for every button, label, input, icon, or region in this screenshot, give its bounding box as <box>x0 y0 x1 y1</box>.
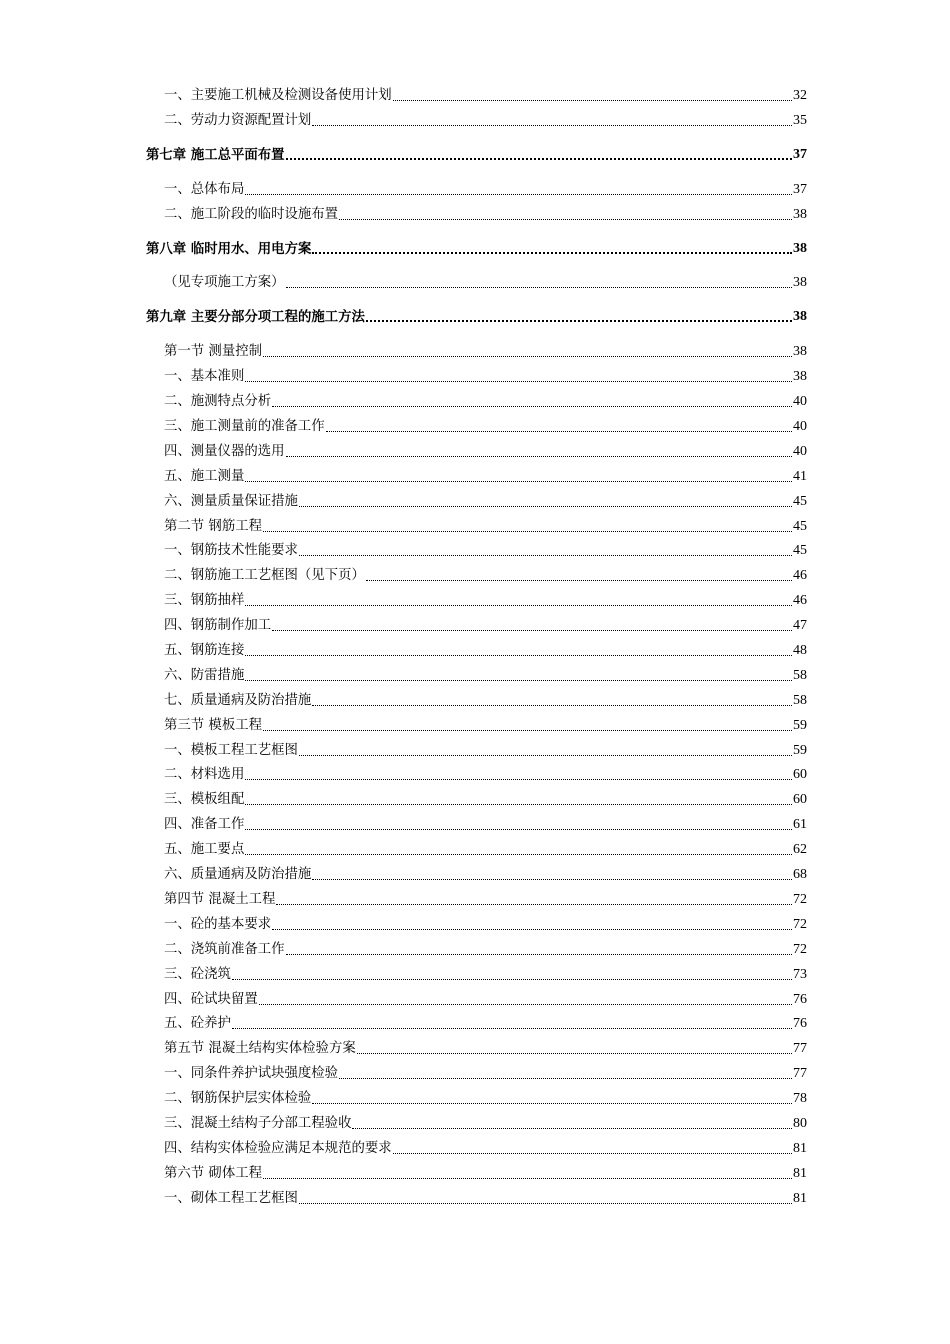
toc-entry-title: 一、模板工程工艺框图 <box>164 742 298 758</box>
toc-dot-leader <box>339 219 792 220</box>
toc-entry[interactable] <box>146 1082 807 1107</box>
toc-entry-title: 第七章 施工总平面布置 <box>146 146 285 163</box>
toc-entry[interactable] <box>146 908 807 933</box>
toc-entry[interactable] <box>146 267 807 292</box>
toc-dot-leader <box>232 979 792 980</box>
toc-entry[interactable] <box>146 1157 807 1182</box>
toc-entry-title: 二、施测特点分析 <box>164 394 272 410</box>
toc-dot-leader <box>245 655 792 656</box>
toc-dot-leader <box>286 954 792 955</box>
toc-entry-title: 三、模板组配 <box>164 792 245 808</box>
toc-page-number: 35 <box>793 112 807 128</box>
toc-page-number: 60 <box>793 767 807 783</box>
toc-entry[interactable] <box>146 173 807 198</box>
toc-entry-title: 一、主要施工机械及检测设备使用计划 <box>164 87 392 103</box>
table-of-contents <box>146 79 807 1207</box>
toc-dot-leader <box>245 829 792 830</box>
toc-entry[interactable] <box>146 983 807 1008</box>
toc-page-number: 38 <box>793 206 807 222</box>
toc-page-number: 59 <box>793 717 807 733</box>
toc-page-number: 58 <box>793 692 807 708</box>
toc-page-number: 38 <box>793 309 807 325</box>
toc-dot-leader <box>232 1028 792 1029</box>
toc-entry-title: 七、质量通病及防治措施 <box>164 692 312 708</box>
toc-dot-leader <box>299 506 792 507</box>
toc-page-number: 78 <box>793 1091 807 1107</box>
toc-dot-leader <box>312 125 792 126</box>
toc-entry[interactable] <box>146 198 807 223</box>
toc-page-number: 76 <box>793 1016 807 1032</box>
toc-entry[interactable] <box>146 783 807 808</box>
toc-entry-title: 三、砼浇筑 <box>164 966 231 982</box>
toc-dot-leader <box>272 929 792 930</box>
toc-entry[interactable] <box>146 1132 807 1157</box>
toc-entry-title: 第二节 钢筋工程 <box>164 518 262 534</box>
toc-page-number: 68 <box>793 867 807 883</box>
toc-dot-leader <box>276 904 792 905</box>
toc-entry-title: 一、同条件养护试块强度检验 <box>164 1066 339 1082</box>
toc-page-number: 48 <box>793 643 807 659</box>
toc-dot-leader <box>245 194 792 195</box>
toc-page-number: 80 <box>793 1115 807 1131</box>
toc-page-number: 59 <box>793 742 807 758</box>
toc-entry-title: 第八章 临时用水、用电方案 <box>146 240 312 257</box>
toc-dot-leader <box>245 381 792 382</box>
toc-dot-leader <box>393 100 792 101</box>
toc-dot-leader <box>326 431 792 432</box>
toc-entry[interactable] <box>146 559 807 584</box>
toc-page-number: 77 <box>793 1066 807 1082</box>
toc-dot-leader <box>263 1178 792 1179</box>
toc-entry-title: 第六节 砌体工程 <box>164 1165 262 1181</box>
toc-page-number: 40 <box>793 419 807 435</box>
toc-page-number: 73 <box>793 966 807 982</box>
toc-entry[interactable] <box>146 510 807 535</box>
toc-dot-leader <box>357 1053 792 1054</box>
toc-entry-title: 四、结构实体检验应满足本规范的要求 <box>164 1140 392 1156</box>
toc-entry[interactable] <box>146 659 807 684</box>
toc-dot-leader <box>245 605 792 606</box>
toc-dot-leader <box>245 680 792 681</box>
toc-entry[interactable] <box>146 883 807 908</box>
toc-entry[interactable] <box>146 933 807 958</box>
toc-page-number: 37 <box>793 181 807 197</box>
toc-entry[interactable] <box>146 958 807 983</box>
toc-entry-title: 一、总体布局 <box>164 181 245 197</box>
toc-entry[interactable] <box>146 684 807 709</box>
toc-page-number: 77 <box>793 1041 807 1057</box>
toc-dot-leader <box>286 287 792 288</box>
toc-page-number: 41 <box>793 468 807 484</box>
toc-dot-leader <box>245 779 792 780</box>
toc-entry[interactable] <box>146 858 807 883</box>
toc-entry-title: 四、测量仪器的选用 <box>164 443 285 459</box>
toc-entry-title: 二、劳动力资源配置计划 <box>164 112 312 128</box>
toc-dot-leader <box>245 481 792 482</box>
toc-entry[interactable] <box>146 808 807 833</box>
toc-page-number: 45 <box>793 543 807 559</box>
toc-entry[interactable] <box>146 335 807 360</box>
toc-entry[interactable] <box>146 460 807 485</box>
toc-entry-title: 四、准备工作 <box>164 817 245 833</box>
toc-entry-title: 三、施工测量前的准备工作 <box>164 419 325 435</box>
toc-entry-title: 四、钢筋制作加工 <box>164 618 272 634</box>
toc-page-number: 45 <box>793 518 807 534</box>
toc-dot-leader <box>263 531 792 532</box>
toc-entry-title: 五、砼养护 <box>164 1016 231 1032</box>
toc-page-number: 46 <box>793 593 807 609</box>
toc-page-number: 76 <box>793 991 807 1007</box>
toc-page-number: 38 <box>793 369 807 385</box>
toc-entry-title: 四、砼试块留置 <box>164 991 258 1007</box>
toc-dot-leader <box>272 630 792 631</box>
toc-entry-title: 一、砼的基本要求 <box>164 916 272 932</box>
toc-entry[interactable] <box>146 734 807 759</box>
toc-entry-title: 六、测量质量保证措施 <box>164 493 298 509</box>
toc-chapter-entry[interactable] <box>146 139 807 163</box>
toc-entry[interactable] <box>146 1182 807 1207</box>
toc-page-number: 47 <box>793 618 807 634</box>
toc-chapter-entry[interactable] <box>146 301 807 325</box>
toc-dot-leader <box>299 555 792 556</box>
toc-entry-title: 一、钢筋技术性能要求 <box>164 543 298 559</box>
toc-page-number: 58 <box>793 667 807 683</box>
toc-entry[interactable] <box>146 435 807 460</box>
toc-entry-title: 第一节 测量控制 <box>164 344 262 360</box>
toc-dot-leader <box>366 320 792 322</box>
toc-dot-leader <box>245 804 792 805</box>
toc-entry-title: 二、材料选用 <box>164 767 245 783</box>
toc-page-number: 38 <box>793 275 807 291</box>
toc-entry-title: 五、施工要点 <box>164 842 245 858</box>
toc-dot-leader <box>286 456 792 457</box>
toc-entry-title: 一、基本准则 <box>164 369 245 385</box>
toc-entry-title: 五、施工测量 <box>164 468 245 484</box>
toc-entry-title: 二、浇筑前准备工作 <box>164 941 285 957</box>
toc-entry-title: 第九章 主要分部分项工程的施工方法 <box>146 309 365 326</box>
toc-entry[interactable] <box>146 609 807 634</box>
toc-entry-title: 六、防雷措施 <box>164 667 245 683</box>
toc-page-number: 40 <box>793 443 807 459</box>
toc-entry[interactable] <box>146 1107 807 1132</box>
toc-page-number: 60 <box>793 792 807 808</box>
toc-entry[interactable] <box>146 1057 807 1082</box>
toc-dot-leader <box>263 730 792 731</box>
toc-page-number: 72 <box>793 891 807 907</box>
toc-entry[interactable] <box>146 410 807 435</box>
toc-page-number: 81 <box>793 1140 807 1156</box>
toc-entry-title: 第五节 混凝土结构实体检验方案 <box>164 1041 356 1057</box>
toc-page-number: 61 <box>793 817 807 833</box>
toc-entry[interactable] <box>146 1032 807 1057</box>
toc-entry-title: 五、钢筋连接 <box>164 643 245 659</box>
toc-entry-title: 第三节 模板工程 <box>164 717 262 733</box>
toc-entry[interactable] <box>146 79 807 104</box>
toc-entry[interactable] <box>146 360 807 385</box>
toc-entry[interactable] <box>146 385 807 410</box>
toc-entry[interactable] <box>146 833 807 858</box>
toc-dot-leader <box>312 1103 792 1104</box>
toc-dot-leader <box>263 356 792 357</box>
toc-page-number: 32 <box>793 87 807 103</box>
toc-page-number: 38 <box>793 344 807 360</box>
toc-entry-title: 三、混凝土结构子分部工程验收 <box>164 1115 352 1131</box>
toc-entry-title: 一、砌体工程工艺框图 <box>164 1190 298 1206</box>
toc-dot-leader <box>393 1153 792 1154</box>
toc-entry[interactable] <box>146 485 807 510</box>
toc-page-number: 62 <box>793 842 807 858</box>
toc-entry-title: 二、钢筋保护层实体检验 <box>164 1091 312 1107</box>
toc-entry[interactable] <box>146 709 807 734</box>
toc-page-number: 46 <box>793 568 807 584</box>
toc-dot-leader <box>299 755 792 756</box>
toc-dot-leader <box>286 158 792 160</box>
toc-dot-leader <box>312 252 792 254</box>
toc-page-number: 37 <box>793 146 807 162</box>
toc-dot-leader <box>312 879 792 880</box>
toc-entry-title: 二、施工阶段的临时设施布置 <box>164 206 339 222</box>
toc-dot-leader <box>352 1128 792 1129</box>
toc-dot-leader <box>272 406 792 407</box>
toc-page-number: 81 <box>793 1190 807 1206</box>
toc-dot-leader <box>299 1203 792 1204</box>
toc-dot-leader <box>366 580 792 581</box>
toc-entry[interactable] <box>146 634 807 659</box>
toc-page-number: 45 <box>793 493 807 509</box>
toc-page-number: 38 <box>793 240 807 256</box>
toc-page-number: 72 <box>793 941 807 957</box>
toc-entry[interactable] <box>146 584 807 609</box>
toc-entry[interactable] <box>146 535 807 560</box>
toc-dot-leader <box>259 1004 792 1005</box>
toc-entry[interactable] <box>146 759 807 784</box>
toc-dot-leader <box>245 854 792 855</box>
toc-entry-title: 第四节 混凝土工程 <box>164 891 276 907</box>
toc-entry-title: 三、钢筋抽样 <box>164 593 245 609</box>
toc-entry[interactable] <box>146 104 807 129</box>
toc-entry-title: 六、质量通病及防治措施 <box>164 867 312 883</box>
toc-entry-title: 二、钢筋施工工艺框图（见下页） <box>164 568 365 584</box>
toc-chapter-entry[interactable] <box>146 233 807 257</box>
toc-entry-title: （见专项施工方案） <box>164 275 285 291</box>
toc-page-number: 40 <box>793 394 807 410</box>
toc-dot-leader <box>312 705 792 706</box>
toc-page-number: 72 <box>793 916 807 932</box>
toc-dot-leader <box>339 1078 792 1079</box>
toc-entry[interactable] <box>146 1008 807 1033</box>
toc-page-number: 81 <box>793 1165 807 1181</box>
